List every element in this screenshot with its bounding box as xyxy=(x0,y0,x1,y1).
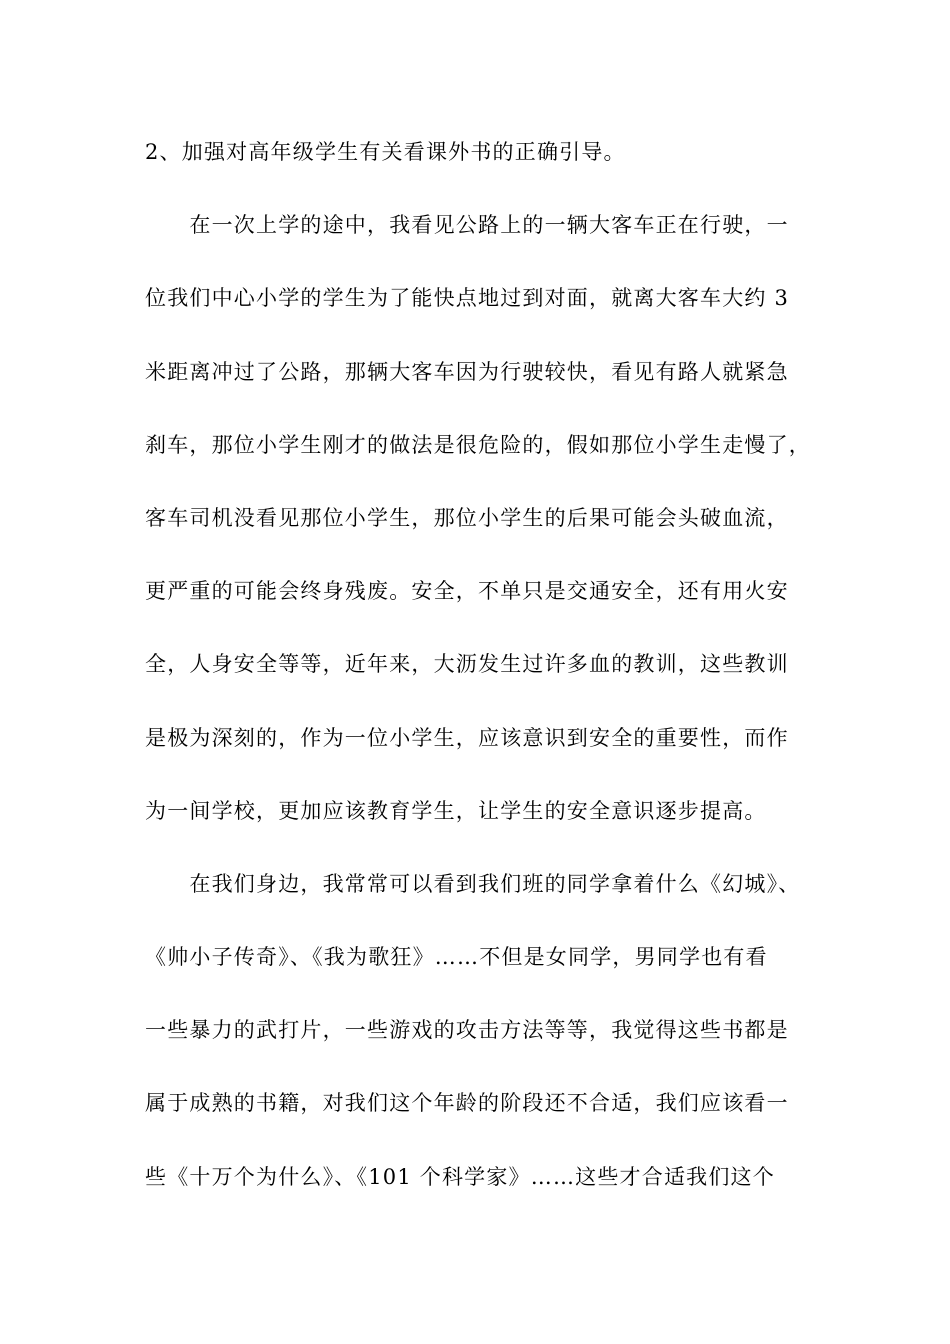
text-line-3: 位我们中心小学的学生为了能快点地过到对面，就离大客车大约 3 xyxy=(145,286,790,311)
text-line-11: 在我们身边，我常常可以看到我们班的同学拿着什么《幻城》、 xyxy=(145,871,801,896)
text-line-14: 属于成熟的书籍，对我们这个年龄的阶段还不合适，我们应该看一 xyxy=(145,1091,789,1116)
text-line-13: 一些暴力的武打片，一些游戏的攻击方法等等，我觉得这些书都是 xyxy=(145,1018,789,1043)
text-line-7: 更严重的可能会终身残废。安全，不单只是交通安全，还有用火安 xyxy=(145,579,789,604)
body-text xyxy=(145,130,815,1228)
text-line-4: 米距离冲过了公路，那辆大客车因为行驶较快，看见有路人就紧急 xyxy=(145,359,789,384)
text-line-1: 2、加强对高年级学生有关看课外书的正确引导。 xyxy=(145,140,626,164)
text-line-2: 在一次上学的途中，我看见公路上的一辆大客车正在行驶，一 xyxy=(145,213,789,238)
text-line-9: 是极为深刻的，作为一位小学生，应该意识到安全的重要性，而作 xyxy=(145,725,789,750)
text-line-8: 全，人身安全等等，近年来，大沥发生过许多血的教训，这些教训 xyxy=(145,652,789,677)
text-line-10: 为一间学校，更加应该教育学生，让学生的安全意识逐步提高。 xyxy=(145,798,767,823)
text-line-12: 《帅小子传奇》、《我为歌狂》……不但是女同学，男同学也有看 xyxy=(145,945,768,970)
text-line-5: 刹车，那位小学生刚才的做法是很危险的，假如那位小学生走慢了， xyxy=(145,432,811,457)
text-line-6: 客车司机没看见那位小学生，那位小学生的后果可能会头破血流， xyxy=(145,505,789,530)
text-line-15: 些《十万个为什么》、《101 个科学家》……这些才合适我们这个 xyxy=(145,1164,775,1189)
